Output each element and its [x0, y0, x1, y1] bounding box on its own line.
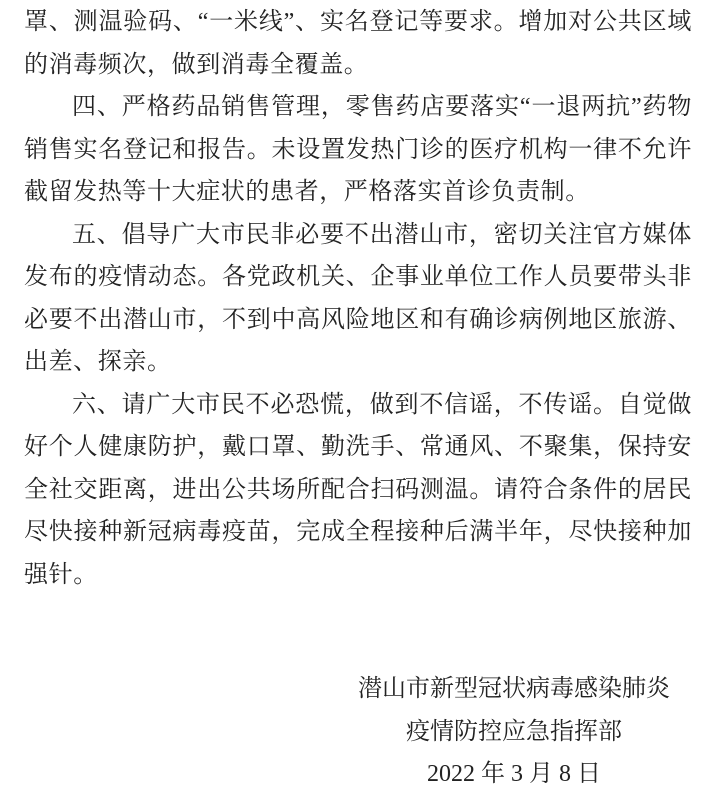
- document-body: [24, 1, 692, 596]
- paragraph-continuation: 罩、测温验码、“一米线”、实名登记等要求。增加对公共区域的消毒频次，做到消毒全覆盖。: [24, 9, 692, 78]
- signature-org-line1: 潜山市新型冠状病毒感染肺炎: [358, 676, 670, 702]
- signature-block: [24, 668, 670, 796]
- signature-org-line2: 疫情防控应急指挥部: [406, 718, 622, 745]
- paragraph-item-four: 四、严格药品销售管理，零售药店要落实“一退两抗”药物销售实名登记和报告。未设置发热门诊的医疗机构一律不允许截留发热等十大症状的患者，严格落实首诊负责制。: [24, 94, 692, 205]
- paragraph-item-six: 六、请广大市民不必恐慌，做到不信谣，不传谣。自觉做好个人健康防护，戴口罩、勤洗手、常通风、不聚集，保持安全社交距离，进出公共场所配合扫码测温。请符合条件的居民尽快接种新冠病毒疫苗，完成全程接种后满半年，尽快接种加强针。: [24, 391, 692, 588]
- paragraph-item-five: 五、倡导广大市民非必要不出潜山市，密切关注官方媒体发布的疫情动态。各党政机关、企事业单位工作人员要带头非必要不出潜山市，不到中高风险地区和有确诊病例地区旅游、出差、探亲。: [24, 221, 692, 375]
- signature-inner: [358, 668, 670, 796]
- signature-date: 2022 年 3 月 8 日: [427, 761, 601, 787]
